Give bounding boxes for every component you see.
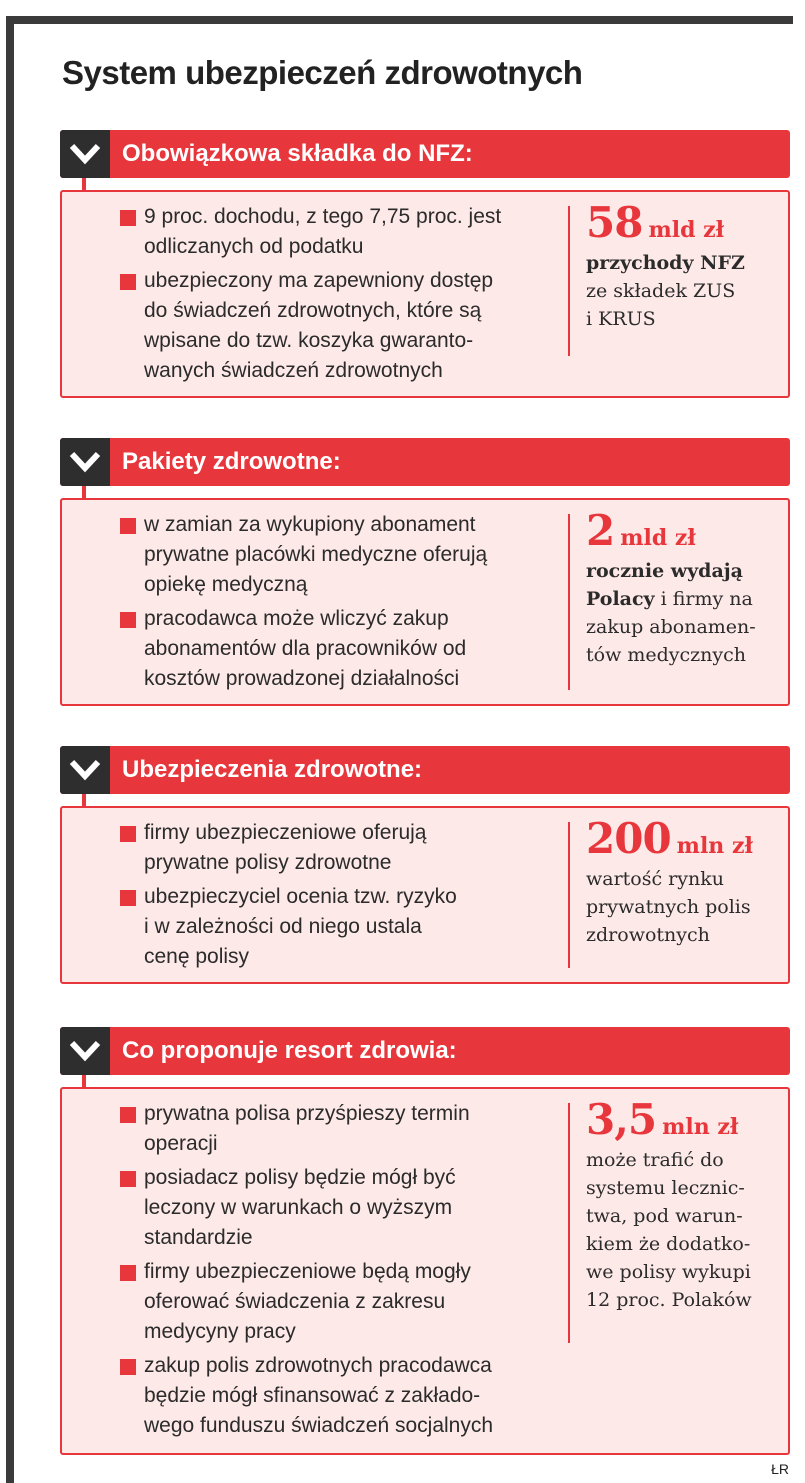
stat-desc-text: wartość rynku	[586, 868, 724, 890]
stat-desc-text: tów medycznych	[586, 644, 747, 666]
square-bullet-icon	[120, 274, 136, 290]
bullet-item	[120, 1257, 560, 1347]
section-heading: Co proponuje resort zdrowia:	[122, 1037, 457, 1064]
bullet-line: operacji	[144, 1132, 218, 1155]
bullet-item	[120, 882, 560, 972]
stat-block	[586, 198, 786, 333]
stat-number: 200	[586, 814, 671, 863]
section-2	[60, 438, 792, 702]
stat-desc-bold: przychody NFZ	[586, 252, 745, 274]
stat-desc-text: 12 proc. Polaków	[586, 1289, 752, 1311]
bullet-line: standardzie	[144, 1226, 253, 1249]
stat-desc-text: prywatnych polis	[586, 896, 751, 918]
header-connector	[82, 794, 86, 806]
square-bullet-icon	[120, 1359, 136, 1375]
stat-description	[586, 1146, 786, 1314]
stat-description	[586, 557, 786, 669]
header-connector	[82, 486, 86, 498]
square-bullet-icon	[120, 518, 136, 534]
bullet-list	[120, 202, 560, 390]
stat-divider	[568, 514, 570, 690]
bullet-item	[120, 1351, 560, 1441]
section-heading: Ubezpieczenia zdrowotne:	[122, 756, 423, 783]
bullet-line: ubezpieczyciel ocenia tzw. ryzyko	[144, 885, 457, 908]
page-title: System ubezpieczeń zdrowotnych	[62, 54, 583, 91]
stat-divider	[568, 822, 570, 968]
square-bullet-icon	[120, 1107, 136, 1123]
bullet-list	[120, 818, 560, 976]
stat-number: 3,5	[586, 1095, 657, 1144]
bullet-item	[120, 266, 560, 386]
bullet-line: prywatne placówki medyczne oferują	[144, 543, 488, 566]
chevron-down-icon	[60, 130, 110, 178]
stat-divider	[568, 1103, 570, 1343]
stat-description	[586, 865, 786, 949]
bullet-item	[120, 202, 560, 262]
bullet-line: posiadacz polisy będzie mógł być	[144, 1166, 456, 1189]
square-bullet-icon	[120, 612, 136, 628]
bullet-list	[120, 510, 560, 698]
section-heading: Obowiązkowa składka do NFZ:	[122, 140, 473, 167]
stat-desc-text: systemu lecznic-	[586, 1177, 745, 1199]
stat-unit: mld zł	[620, 525, 696, 551]
chevron-down-icon	[60, 438, 110, 486]
author-credit: ŁR	[771, 1461, 789, 1477]
bullet-line: prywatne polisy zdrowotne	[144, 851, 392, 874]
stat-description	[586, 249, 786, 333]
bullet-line: do świadczeń zdrowotnych, które są	[144, 299, 482, 322]
bullet-line: firmy ubezpieczeniowe będą mogły	[144, 1260, 471, 1283]
bullet-item	[120, 818, 560, 878]
stat-desc-text: zdrowotnych	[586, 924, 710, 946]
section-box	[60, 806, 790, 984]
stat-number: 2	[586, 506, 615, 555]
stat-desc-bold: Polacy	[586, 588, 655, 610]
section-heading: Pakiety zdrowotne:	[122, 448, 341, 475]
stat-desc-text: we polisy wykupi	[586, 1261, 751, 1283]
stat-value	[586, 198, 786, 247]
section-box	[60, 498, 790, 706]
stat-block	[586, 506, 786, 669]
section-header	[60, 438, 790, 486]
stat-unit: mln zł	[676, 833, 753, 859]
frame-left-bar	[6, 16, 14, 1483]
stat-unit: mln zł	[662, 1114, 739, 1140]
bullet-line: zakup polis zdrowotnych pracodawca	[144, 1354, 492, 1377]
frame-top-bar	[6, 16, 793, 24]
bullet-item	[120, 510, 560, 600]
bullet-line: cenę polisy	[144, 945, 250, 968]
section-box	[60, 1087, 790, 1455]
bullet-item	[120, 1099, 560, 1159]
stat-desc-text: twa, pod warun-	[586, 1205, 743, 1227]
stat-value	[586, 506, 786, 555]
bullet-line: firmy ubezpieczeniowe oferują	[144, 821, 427, 844]
bullet-line: leczony w warunkach o wyższym	[144, 1196, 453, 1219]
header-connector	[82, 178, 86, 190]
stat-desc-text: może trafić do	[586, 1149, 724, 1171]
bullet-line: odliczanych od podatku	[144, 235, 364, 258]
square-bullet-icon	[120, 826, 136, 842]
stat-desc-bold: rocznie wydają	[586, 560, 743, 582]
bullet-line: oferować świadczenia z zakresu	[144, 1290, 446, 1313]
bullet-line: w zamian za wykupiony abonament	[144, 513, 476, 536]
square-bullet-icon	[120, 890, 136, 906]
bullet-line: abonamentów dla pracowników od	[144, 637, 467, 660]
stat-desc-text: i KRUS	[586, 308, 656, 330]
bullet-line: 9 proc. dochodu, z tego 7,75 proc. jest	[144, 205, 502, 228]
bullet-line: pracodawca może wliczyć zakup	[144, 607, 449, 630]
bullet-item	[120, 604, 560, 694]
header-connector	[82, 1075, 86, 1087]
bullet-line: wego funduszu świadczeń socjalnych	[144, 1414, 494, 1437]
stat-desc-text: zakup abonamen-	[586, 616, 756, 638]
bullet-line: ubezpieczony ma zapewniony dostęp	[144, 269, 494, 292]
section-header	[60, 746, 790, 794]
stat-value	[586, 814, 786, 863]
stat-block	[586, 814, 786, 949]
section-1	[60, 130, 792, 394]
stat-desc-text: ze składek ZUS	[586, 280, 736, 302]
stat-desc-text: i firmy na	[654, 588, 753, 610]
square-bullet-icon	[120, 1265, 136, 1281]
stat-desc-text: kiem że dodatko-	[586, 1233, 751, 1255]
bullet-list	[120, 1099, 560, 1445]
stat-number: 58	[586, 198, 643, 247]
section-3	[60, 746, 792, 980]
bullet-line: prywatna polisa przyśpieszy termin	[144, 1102, 470, 1125]
section-header	[60, 1027, 790, 1075]
stat-unit: mld zł	[648, 217, 725, 243]
stat-block	[586, 1095, 786, 1314]
square-bullet-icon	[120, 1171, 136, 1187]
bullet-line: będzie mógł sfinansować z zakłado-	[144, 1384, 481, 1407]
stat-divider	[568, 206, 570, 356]
chevron-down-icon	[60, 1027, 110, 1075]
bullet-item	[120, 1163, 560, 1253]
section-box	[60, 190, 790, 398]
bullet-line: wpisane do tzw. koszyka gwaranto-	[144, 329, 474, 352]
bullet-line: wanych świadczeń zdrowotnych	[144, 359, 443, 382]
bullet-line: opiekę medyczną	[144, 573, 308, 596]
section-header	[60, 130, 790, 178]
bullet-line: i w zależności od niego ustala	[144, 915, 422, 938]
stat-desc-mixed	[586, 588, 753, 610]
bullet-line: medycyny pracy	[144, 1320, 296, 1343]
square-bullet-icon	[120, 210, 136, 226]
chevron-down-icon	[60, 746, 110, 794]
section-4	[60, 1027, 792, 1451]
bullet-line: kosztów prowadzonej działalności	[144, 667, 460, 690]
stat-value	[586, 1095, 786, 1144]
